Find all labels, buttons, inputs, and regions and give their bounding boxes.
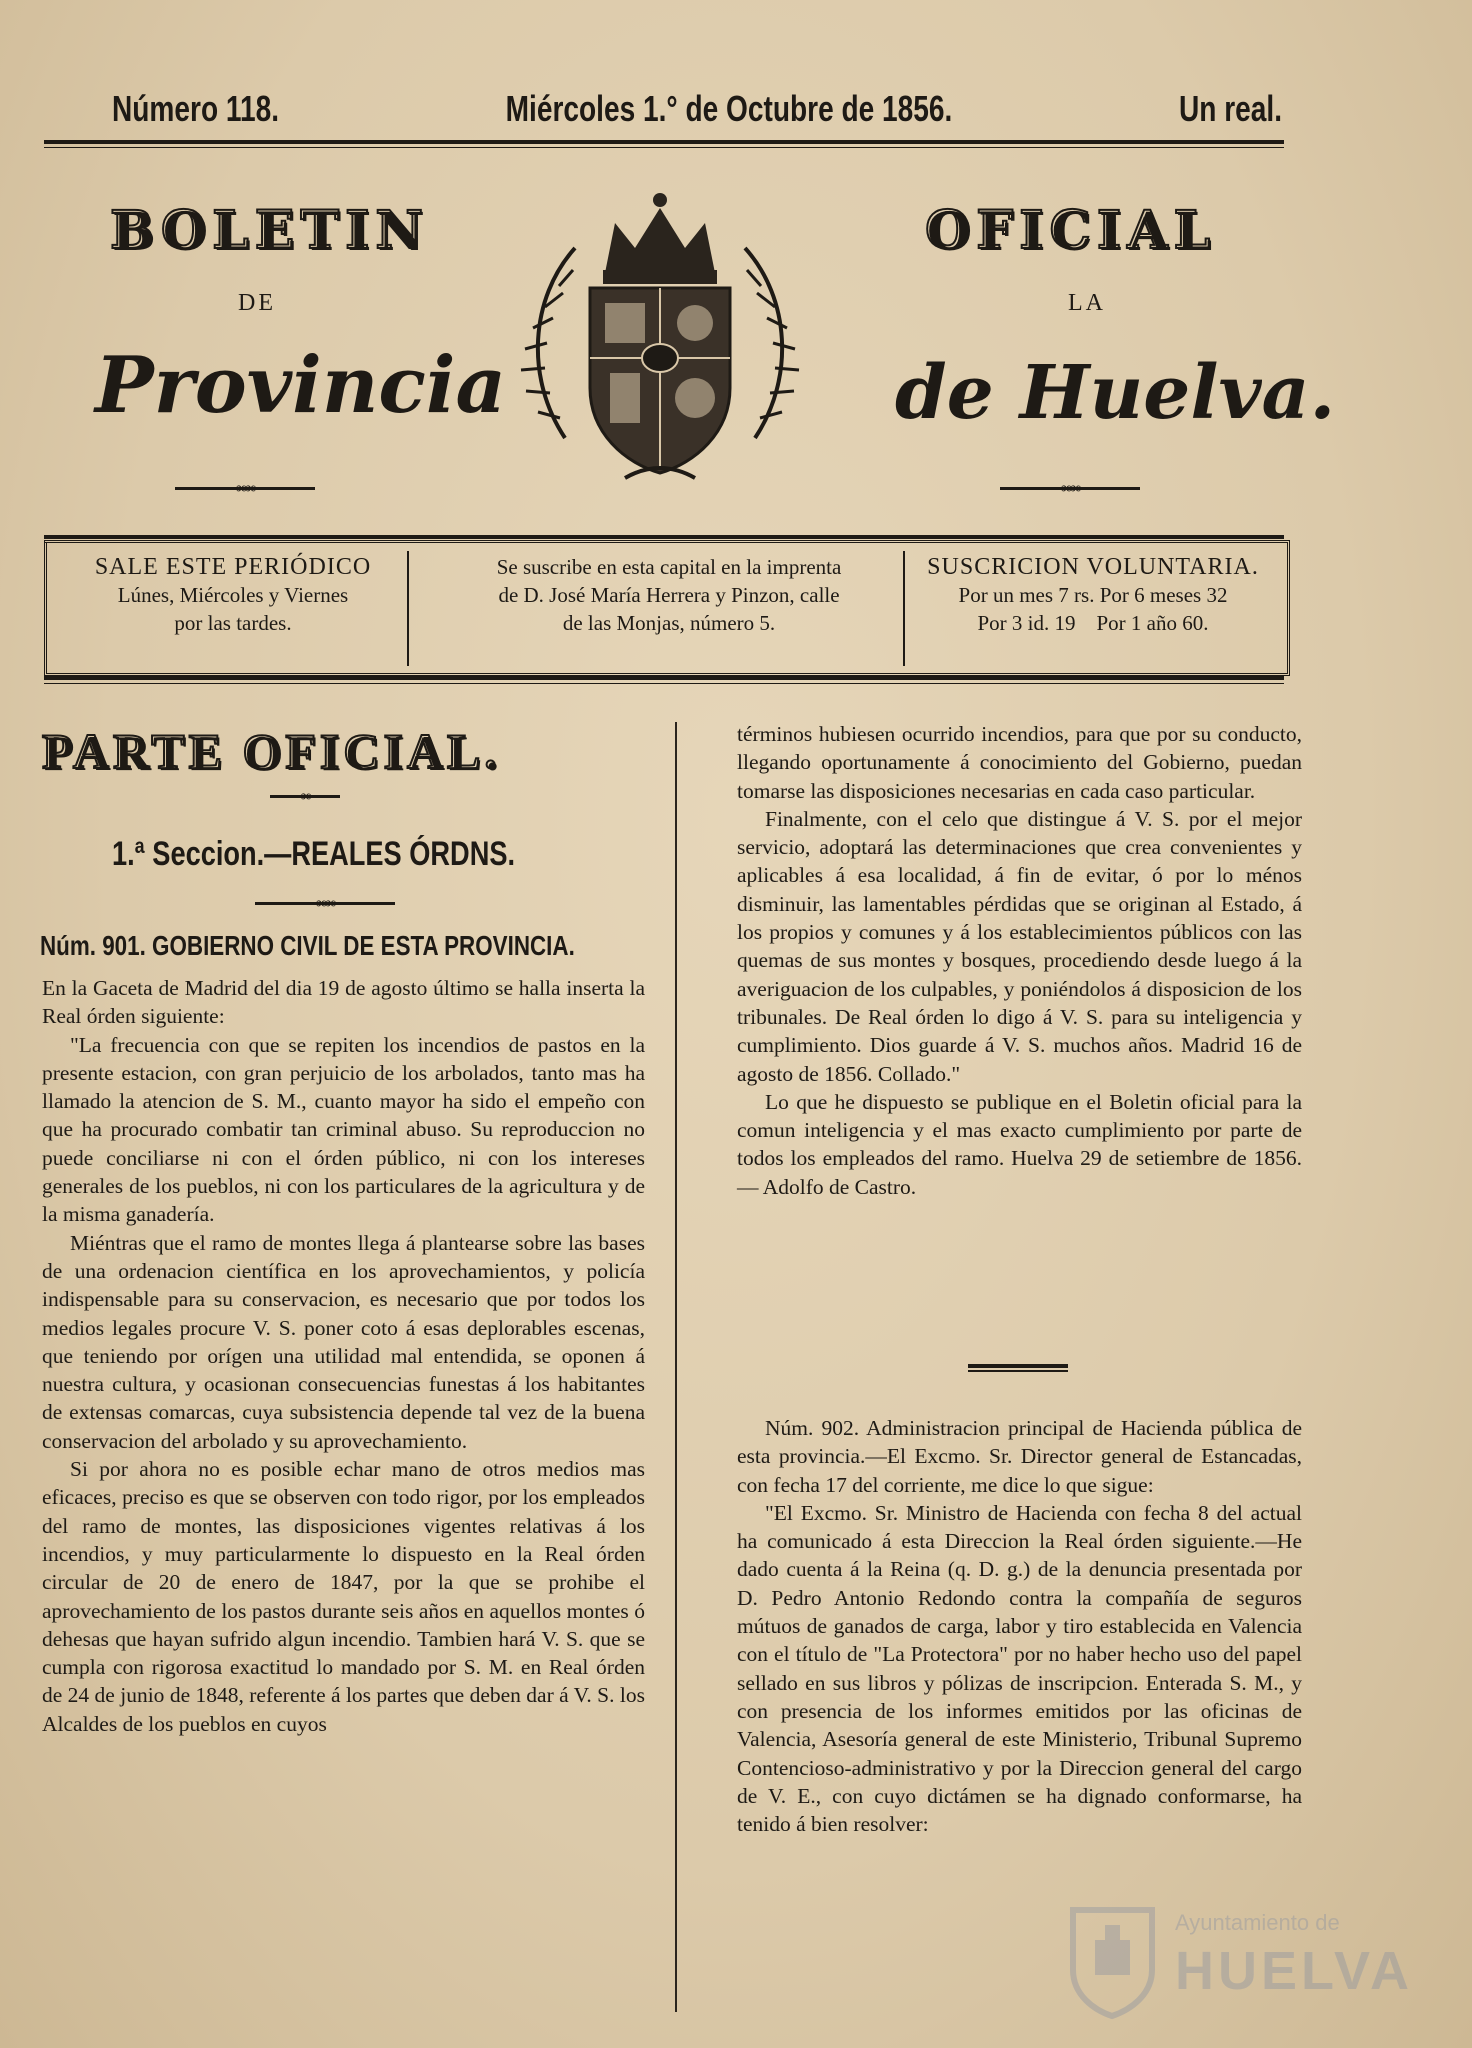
paragraph: Núm. 902. Administracion principal de Hacienda pública de esta provincia.—El Excmo. Sr. Director general de Estancadas, con fecha 17 del corriente, me dice lo que sigue:: [737, 1416, 1302, 1497]
article-901-heading: Núm. 901. GOBIERNO CIVIL DE ESTA PROVINCIA.: [40, 930, 575, 961]
right-column-text: [737, 720, 1302, 1201]
issue-number: Número 118.: [112, 88, 280, 129]
watermark-line1: Ayuntamiento de: [1175, 1910, 1340, 1935]
ornament-rule-left: [175, 480, 315, 497]
archive-watermark: [1065, 1900, 1413, 2030]
ornament-rule: [255, 895, 395, 912]
paragraph: términos hubiesen ocurrido incendios, para que por su conducto, llegando oportunamente á conocimiento del Gobierno, puedan tomarse las disposiciones necesarias en cada caso particular.: [737, 722, 1302, 803]
column-divider: [675, 722, 677, 2012]
title-provincia: Provincia: [95, 340, 507, 431]
issue-price: Un real.: [1179, 88, 1282, 129]
publication-days-line: Lúnes, Miércoles y Viernes: [117, 583, 349, 607]
section-subheading: 1.ª Seccion.—REALES ÓRDNS.: [112, 835, 516, 873]
publication-days-heading: SALE ESTE PERIÓDICO: [94, 554, 372, 580]
royal-coat-of-arms-icon: [505, 178, 815, 488]
info-bottom-rule: [44, 676, 1284, 684]
ornament-rule: [270, 788, 340, 805]
subscription-prices-heading: SUSCRICION VOLUNTARIA.: [927, 554, 1259, 580]
subscription-price-line: Por un mes 7 rs. Por 6 meses 32: [958, 583, 1228, 607]
masthead-line: [112, 88, 1282, 130]
title-boletin: BOLETIN: [110, 200, 429, 261]
issue-date: Miércoles 1.° de Octubre de 1856.: [505, 88, 953, 129]
article-separator-rule: [968, 1364, 1068, 1372]
publication-days: [53, 553, 413, 637]
subscription-prices: [907, 553, 1279, 637]
ornament-knot-icon: ∞: [300, 788, 310, 805]
paragraph: Miéntras que el ramo de montes llega á plantearse sobre las bases de una ordenacion científica en los aprovechamientos, y policía indispensable para su conservacion, es necesario que por todos los medios legales procure V. S. poner coto á esas deplorables escenas, que teniendo por orígen una utilidad mal entendida, se oponen á nuestra cultura, y ocasionan consecuencias funestas á los habitantes de extensas comarcas, cuya subsistencia depende tal vez de la buena conservacion del arbolado y su aprovechamiento.: [42, 1230, 645, 1453]
watermark-line2: HUELVA: [1175, 1941, 1413, 2001]
paragraph: En la Gaceta de Madrid del dia 19 de agosto último se halla inserta la Real órden siguiente:: [42, 976, 645, 1029]
title-de: DE: [238, 290, 276, 316]
title-huelva: de Huelva.: [895, 350, 1336, 436]
paragraph: "La frecuencia con que se repiten los incendios de pastos en la presente estacion, con gran perjuicio de los arbolados, tanto mas ha llamado la atencion de S. M., cuanto mayor ha sido el empeño con que ha procurado combatir tan criminal abuso. Su reproduccion no puede conciliarse ni con el órden público, ni con los intereses generales de los pueblos, ni con los particulares de la agricultura y de la misma ganadería.: [42, 1032, 645, 1227]
ornament-knot-icon: ∞∞: [235, 480, 255, 497]
left-column-text: [42, 974, 645, 1738]
paragraph: "El Excmo. Sr. Ministro de Hacienda con fecha 8 del actual ha comunicado á esta Direccion la Real órden siguiente.—He dado cuenta á la Reina (q. D. g.) de la denuncia presentada por D. Pedro Antonio Redondo contra la compañía de seguros mútuos de ganados de carga, labor y tiro establecida en Valencia con el título de "La Protectora" por no haber hecho uso del papel sellado en sus libros y pólizas de inscripcion. Enterada S. M., y con presencia de los informes emitidos por las oficinas de Valencia, Asesoría general de este Ministerio, Tribunal Supremo Contencioso-administrativo y por la Direccion general del cargo de V. E., con cuyo dictámen se ha dignado conformarse, ha tenido á bien resolver:: [737, 1500, 1302, 1837]
title-la: LA: [1068, 290, 1106, 316]
paragraph: Finalmente, con el celo que distingue á V. S. por el mejor servicio, adoptará las determinaciones que crea convenientes y aplicables á esa localidad, á fin de evitar, ó por lo ménos disminuir, las lamentables pérdidas que se originan al Estado, á los propios y comunes y á los establecimientos públicos con las quemas de sus montes y bosques, procediendo desde luego á la averiguacion de los culpables, y poniéndolos á disposicion de los tribunales. De Real órden lo digo á V. S. para su inteligencia y cumplimiento. Dios guarde á V. S. muchos años. Madrid 16 de agosto de 1856. Collado.": [737, 806, 1302, 1086]
masthead-rule: [44, 140, 1284, 148]
subscription-price-line: Por 3 id. 19 Por 1 año 60.: [977, 611, 1209, 635]
article-902-text: [737, 1414, 1302, 1838]
ornament-rule-right: [1000, 480, 1140, 497]
paragraph: Si por ahora no es posible echar mano de otros medios mas eficaces, preciso es que se observen con todo rigor, por los empleados del ramo de montes, las disposiciones vigentes relativas á los incendios, y muy particularmente lo dispuesto en la Real órden circular de 20 de enero de 1847, por la que se prohibe el aprovechamiento de los pastos durante seis años en aquellos montes ó dehesas que hayan sufrido algun incendio. Tambien hará V. S. que se cumpla con rigorosa exactitud lo mandado por S. M. en Real órden de 24 de junio de 1848, referente á los partes que deben dar á V. S. los Alcaldes de los pueblos en cuyos: [42, 1457, 645, 1736]
publication-days-line: por las tardes.: [174, 611, 292, 635]
info-separator: [903, 551, 905, 666]
city-shield-icon: [1065, 1900, 1160, 2020]
subscription-info-box: [44, 540, 1290, 676]
subscription-location: [419, 553, 919, 637]
subscription-location-line: Se suscribe en esta capital en la imprenta: [496, 555, 842, 579]
subscription-location-line: de las Monjas, número 5.: [562, 611, 776, 635]
ornament-knot-icon: ∞∞: [1060, 480, 1080, 497]
info-separator: [407, 551, 409, 666]
paragraph: Lo que he dispuesto se publique en el Boletin oficial para la comun inteligencia y el mas exacto cumplimiento por parte de todos los empleados del ramo. Huelva 29 de setiembre de 1856.— Adolfo de Castro.: [737, 1089, 1302, 1199]
section-heading-parte-oficial: PARTE OFICIAL.: [42, 723, 501, 779]
ornament-knot-icon: ∞∞: [315, 895, 335, 912]
title-oficial: OFICIAL: [925, 200, 1217, 261]
subscription-location-line: de D. José María Herrera y Pinzon, calle: [498, 583, 840, 607]
